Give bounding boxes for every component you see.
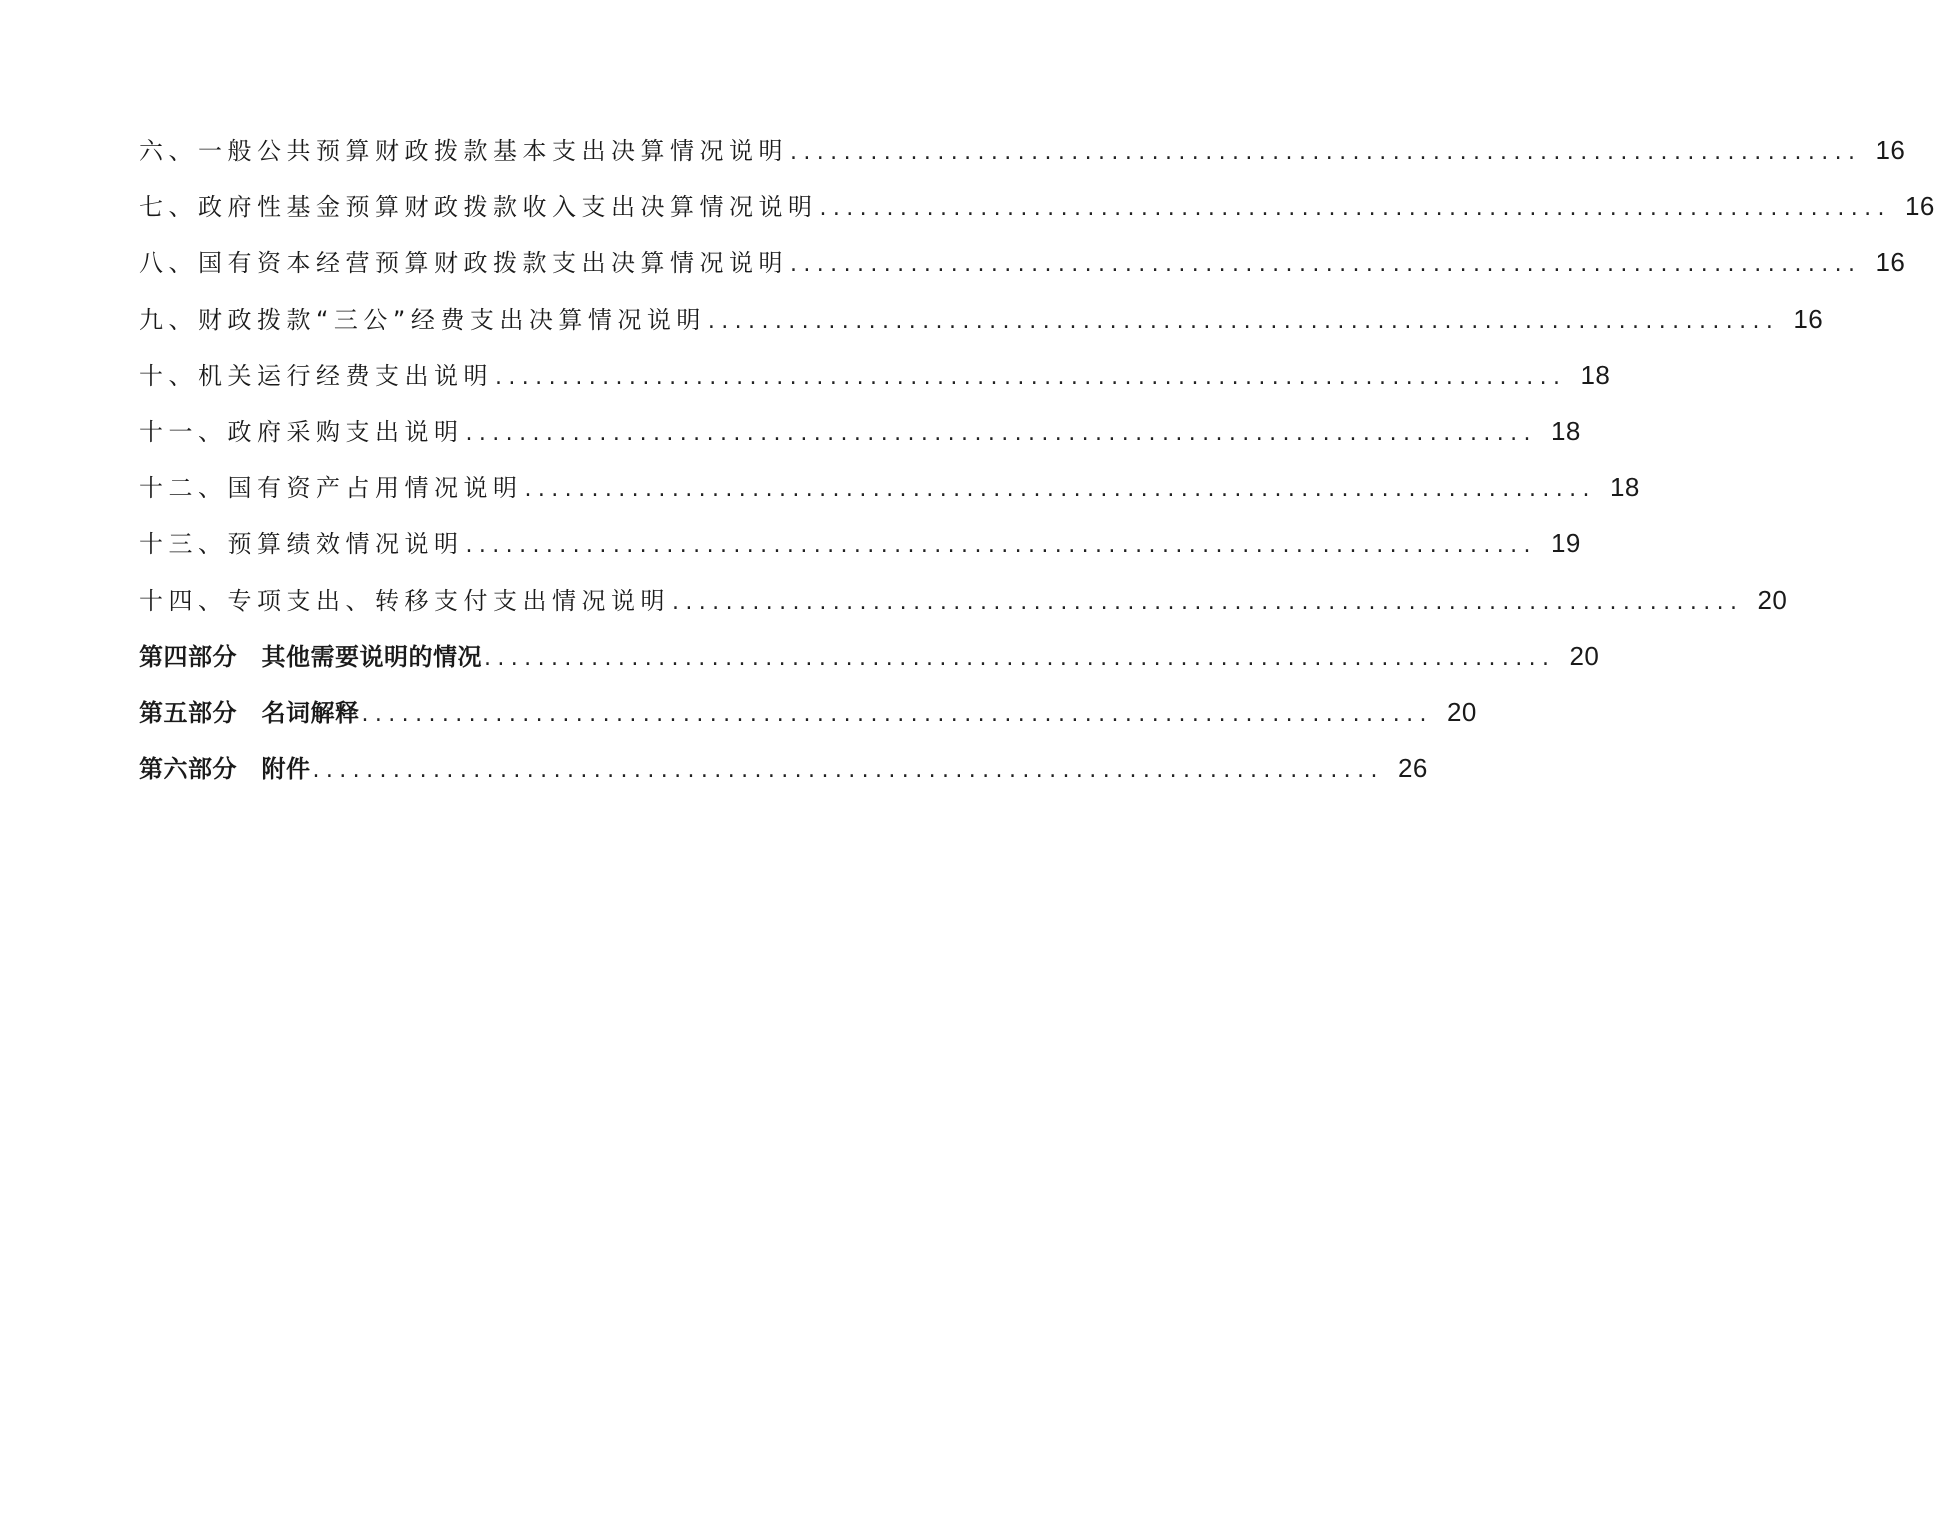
toc-entry-page: 20 (1757, 584, 1788, 615)
toc-entry-title: 十、机关运行经费支出说明 (139, 361, 493, 390)
dot-leader: ................................................................................ (524, 477, 1596, 503)
table-of-contents (139, 122, 1935, 796)
dot-leader: ................................................................................ (312, 758, 1384, 784)
toc-entry-page: 18 (1550, 415, 1581, 446)
dot-leader: ................................................................................ (672, 589, 1744, 615)
dot-leader: ................................................................................ (484, 645, 1556, 671)
toc-part-title: 第四部分 其他需要说明的情况 (139, 642, 482, 671)
toc-entry[interactable] (139, 515, 1581, 571)
toc-entry[interactable] (139, 347, 1611, 403)
toc-entry[interactable] (139, 291, 1824, 347)
toc-part-title: 第五部分 名词解释 (139, 698, 360, 727)
dot-leader: ................................................................................ (361, 701, 1433, 727)
toc-entry-page: 18 (1580, 359, 1611, 390)
toc-entry-page: 18 (1609, 472, 1640, 503)
toc-entry-page: 16 (1875, 135, 1906, 165)
toc-entry[interactable] (139, 178, 1935, 234)
dot-leader: ................................................................................ (707, 308, 1780, 334)
toc-entry-title: 十一、政府采购支出说明 (139, 417, 464, 446)
toc-entry-title: 九、财政拨款“三公”经费支出决算情况说明 (139, 305, 706, 334)
toc-entry[interactable] (139, 234, 1906, 290)
toc-part-entry[interactable] (139, 684, 1477, 740)
toc-entry-title: 八、国有资本经营预算财政拨款支出决算情况说明 (139, 249, 788, 278)
toc-entry-page: 20 (1446, 696, 1477, 727)
toc-entry-page: 19 (1550, 528, 1581, 559)
toc-entry-page: 16 (1793, 303, 1824, 334)
toc-part-entry[interactable] (139, 740, 1428, 796)
dot-leader: ................................................................................ (465, 420, 1537, 446)
toc-entry-page: 16 (1875, 247, 1906, 278)
dot-leader: ................................................................................ (790, 252, 1862, 278)
toc-entry-title: 七、政府性基金预算财政拨款收入支出决算情况说明 (139, 193, 818, 222)
toc-part-entry[interactable] (139, 628, 1600, 684)
toc-entry[interactable] (139, 122, 1906, 178)
toc-entry-title: 十二、国有资产占用情况说明 (139, 474, 523, 503)
toc-entry-title: 十四、专项支出、转移支付支出情况说明 (139, 586, 670, 615)
toc-entry-title: 十三、预算绩效情况说明 (139, 530, 464, 559)
dot-leader: ................................................................................ (465, 533, 1537, 559)
toc-entry-page: 26 (1397, 753, 1428, 784)
toc-entry[interactable] (139, 572, 1788, 628)
toc-entry[interactable] (139, 459, 1640, 515)
toc-entry-page: 20 (1569, 640, 1600, 671)
toc-entry-title: 六、一般公共预算财政拨款基本支出决算情况说明 (139, 137, 788, 165)
dot-leader: ................................................................................ (495, 364, 1567, 390)
toc-part-title: 第六部分 附件 (139, 755, 311, 784)
toc-entry[interactable] (139, 403, 1581, 459)
toc-entry-page: 16 (1904, 191, 1935, 222)
dot-leader: ................................................................................ (790, 140, 1862, 165)
dot-leader: ................................................................................ (819, 196, 1891, 222)
